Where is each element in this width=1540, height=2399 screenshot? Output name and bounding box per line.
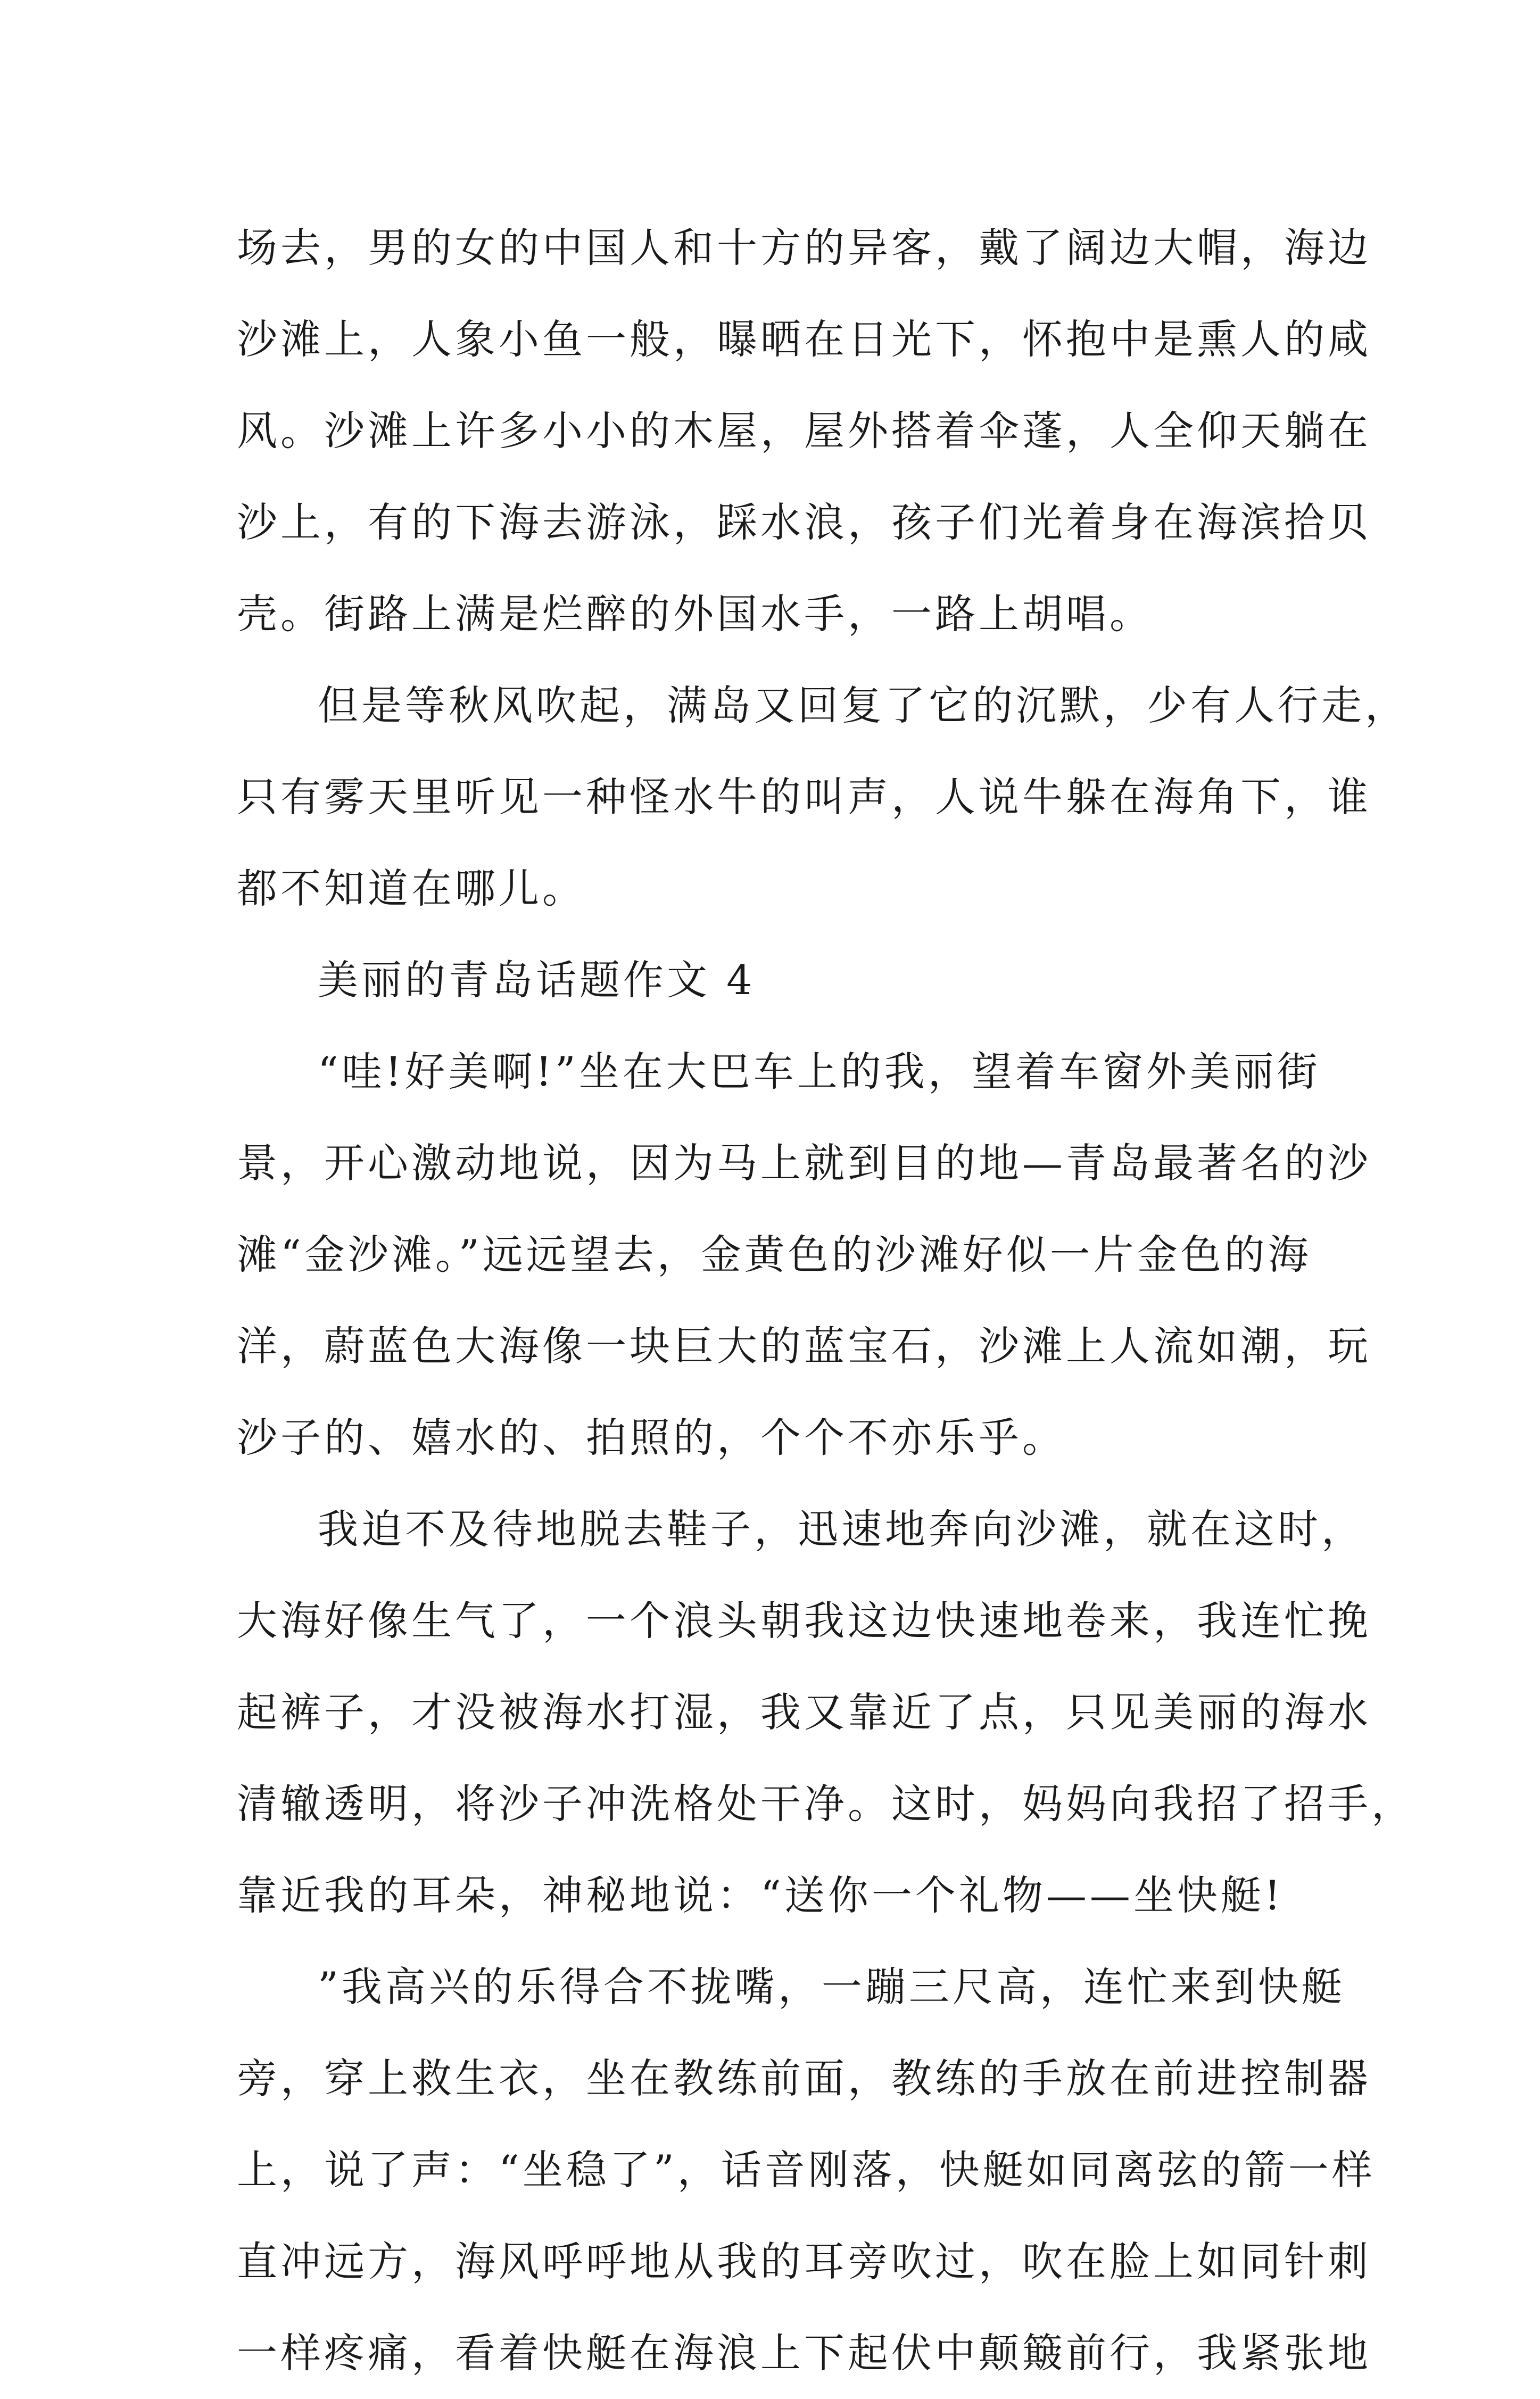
text-line: 上，说了声：“坐稳了”，话音刚落，快艇如同离弦的箭一样	[237, 2146, 1376, 2194]
text-line: 清辙透明，将沙子冲洗格处干净。这时，妈妈向我招了招手，	[237, 1780, 1415, 1827]
text-line: 大海好像生气了，一个浪头朝我这边快速地卷来，我连忙挽	[237, 1597, 1371, 1644]
section-heading: 美丽的青岛话题作文 4	[318, 956, 756, 1004]
text-line: 直冲远方，海风呼呼地从我的耳旁吹过，吹在脸上如同针刺	[237, 2238, 1371, 2285]
text-line: 只有雾天里听见一种怪水牛的叫声，人说牛躲在海角下，谁	[237, 773, 1371, 821]
text-line: 沙滩上，人象小鱼一般，曝晒在日光下，怀抱中是熏人的咸	[237, 316, 1371, 363]
text-line: 一样疼痛，看着快艇在海浪上下起伏中颠簸前行，我紧张地	[237, 2329, 1371, 2377]
paragraph-start-line: “哇!好美啊!”坐在大巴车上的我，望着车窗外美丽街	[318, 1048, 1321, 1095]
text-line: 景，开心激动地说，因为马上就到目的地—青岛最著名的沙	[237, 1139, 1371, 1187]
text-line: 旁，穿上救生衣，坐在教练前面，教练的手放在前进控制器	[237, 2055, 1371, 2102]
text-line: 都不知道在哪儿。	[237, 865, 586, 912]
essay-body	[237, 202, 1415, 2399]
text-line: 起裤子，才没被海水打湿，我又靠近了点，只见美丽的海水	[237, 1689, 1371, 1736]
text-line: 场去，男的女的中国人和十方的异客，戴了阔边大帽，海边	[237, 224, 1371, 271]
paragraph-start-line: 但是等秋风吹起，满岛又回复了它的沉默，少有人行走，	[318, 682, 1409, 729]
text-line: 风。沙滩上许多小小的木屋，屋外搭着伞蓬，人全仰天躺在	[237, 407, 1371, 454]
text-line: 靠近我的耳朵，神秘地说：“送你一个礼物——坐快艇!	[237, 1872, 1284, 1919]
text-line: 沙上，有的下海去游泳，踩水浪，孩子们光着身在海滨拾贝	[237, 499, 1371, 546]
text-line: 滩“金沙滩。”远远望去，金黄色的沙滩好似一片金色的海	[237, 1231, 1312, 1278]
text-line: 洋，蔚蓝色大海像一块巨大的蓝宝石，沙滩上人流如潮，玩	[237, 1322, 1371, 1370]
text-line: 沙子的、嬉水的、拍照的，个个不亦乐乎。	[237, 1414, 1066, 1461]
paragraph-start-line: 我迫不及待地脱去鞋子，迅速地奔向沙滩，就在这时，	[318, 1505, 1365, 1553]
text-line: 壳。街路上满是烂醉的外国水手，一路上胡唱。	[237, 590, 1153, 638]
paragraph-start-line: ”我高兴的乐得合不拢嘴，一蹦三尺高，连忙来到快艇	[318, 1963, 1345, 2011]
